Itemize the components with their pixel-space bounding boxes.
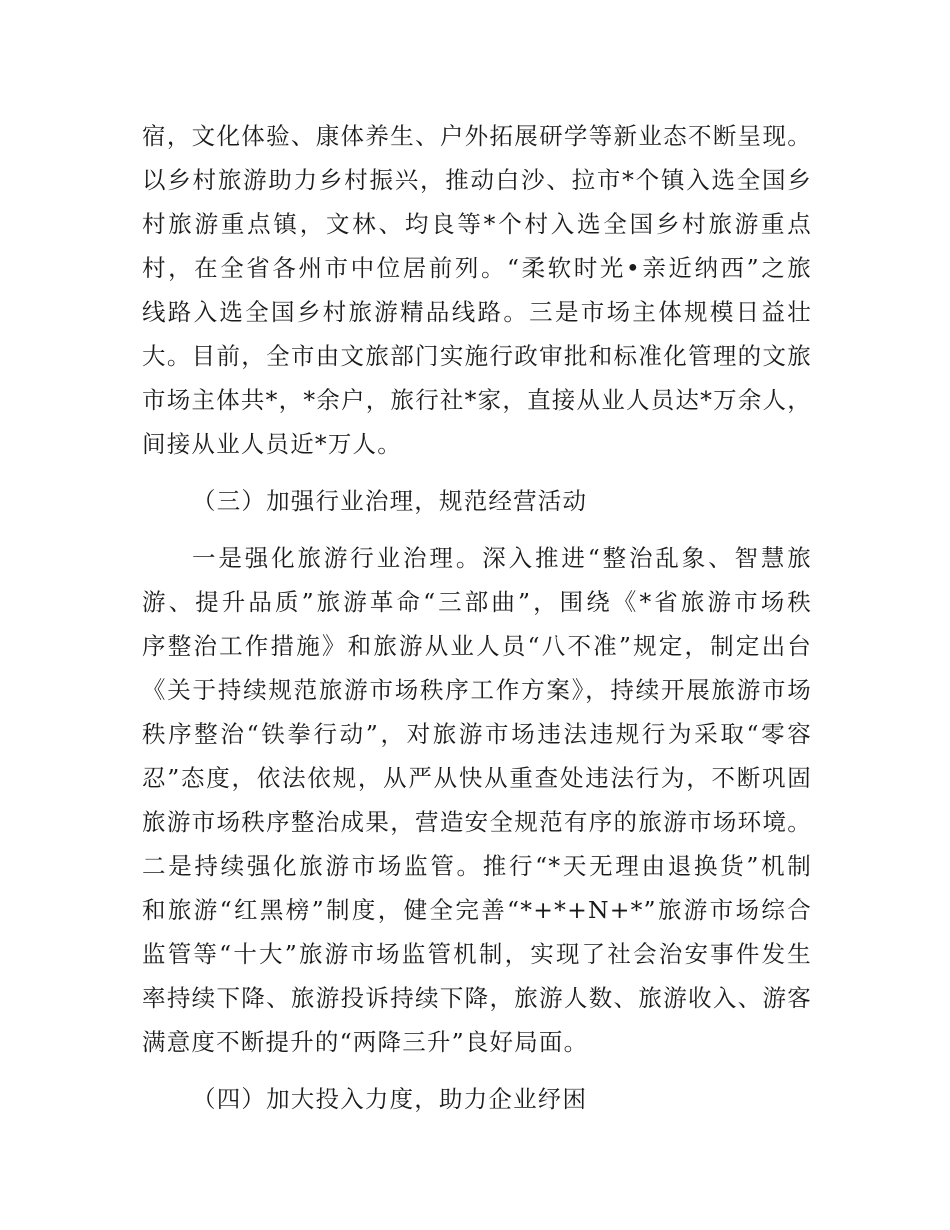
section-heading-3: （三）加强行业治理，规范经营活动 <box>192 487 588 515</box>
text-line: 监管等“十大”旅游市场监管机制，实现了社会治安事件发生 <box>142 940 812 968</box>
text-line: 市场主体共*，*余户，旅行社*家，直接从业人员达*万余人， <box>142 386 812 414</box>
text-line: 游、提升品质”旅游革命“三部曲”，围绕《*省旅游市场秩 <box>142 588 812 616</box>
section-heading-4: （四）加大投入力度，助力企业纾困 <box>192 1085 588 1113</box>
text-line: 线路入选全国乡村旅游精品线路。三是市场主体规模日益壮 <box>142 298 812 326</box>
text-line: 村旅游重点镇，文林、均良等*个村入选全国乡村旅游重点 <box>142 210 812 238</box>
text-line: 秩序整治“铁拳行动”，对旅游市场违法违规行为采取“零容 <box>142 720 812 748</box>
text-line: 满意度不断提升的“两降三升”良好局面。 <box>142 1028 589 1056</box>
text-line: 二是持续强化旅游市场监管。推行“*天无理由退换货”机制 <box>142 852 812 880</box>
paragraph-continued <box>142 114 812 466</box>
text-line: 忍”态度，依法依规，从严从快从重查处违法行为，不断巩固 <box>142 764 812 792</box>
document-body <box>142 114 812 1121</box>
text-line: 以乡村旅游助力乡村振兴，推动白沙、拉市*个镇入选全国乡 <box>142 166 812 194</box>
text-line: 间接从业人员近*万人。 <box>142 430 402 458</box>
text-line: 率持续下降、旅游投诉持续下降，旅游人数、旅游收入、游客 <box>142 984 812 1012</box>
text-line: 《关于持续规范旅游市场秩序工作方案》，持续开展旅游市场 <box>142 676 812 704</box>
text-line: 序整治工作措施》和旅游从业人员“八不准”规定，制定出台 <box>142 632 812 660</box>
text-line: 宿，文化体验、康体养生、户外拓展研学等新业态不断呈现。 <box>142 122 812 150</box>
paragraph-industry-governance <box>142 536 812 1064</box>
text-line: 一是强化旅游行业治理。深入推进“整治乱象、智慧旅 <box>192 544 812 572</box>
text-line: 大。目前，全市由文旅部门实施行政审批和标准化管理的文旅 <box>142 342 812 370</box>
text-line: 和旅游“红黑榜”制度，健全完善“*+*+N+*”旅游市场综合 <box>142 896 812 924</box>
text-line: 旅游市场秩序整治成果，营造安全规范有序的旅游市场环境。 <box>142 808 812 836</box>
text-line: 村，在全省各州市中位居前列。“柔软时光•亲近纳西”之旅 <box>142 254 812 282</box>
